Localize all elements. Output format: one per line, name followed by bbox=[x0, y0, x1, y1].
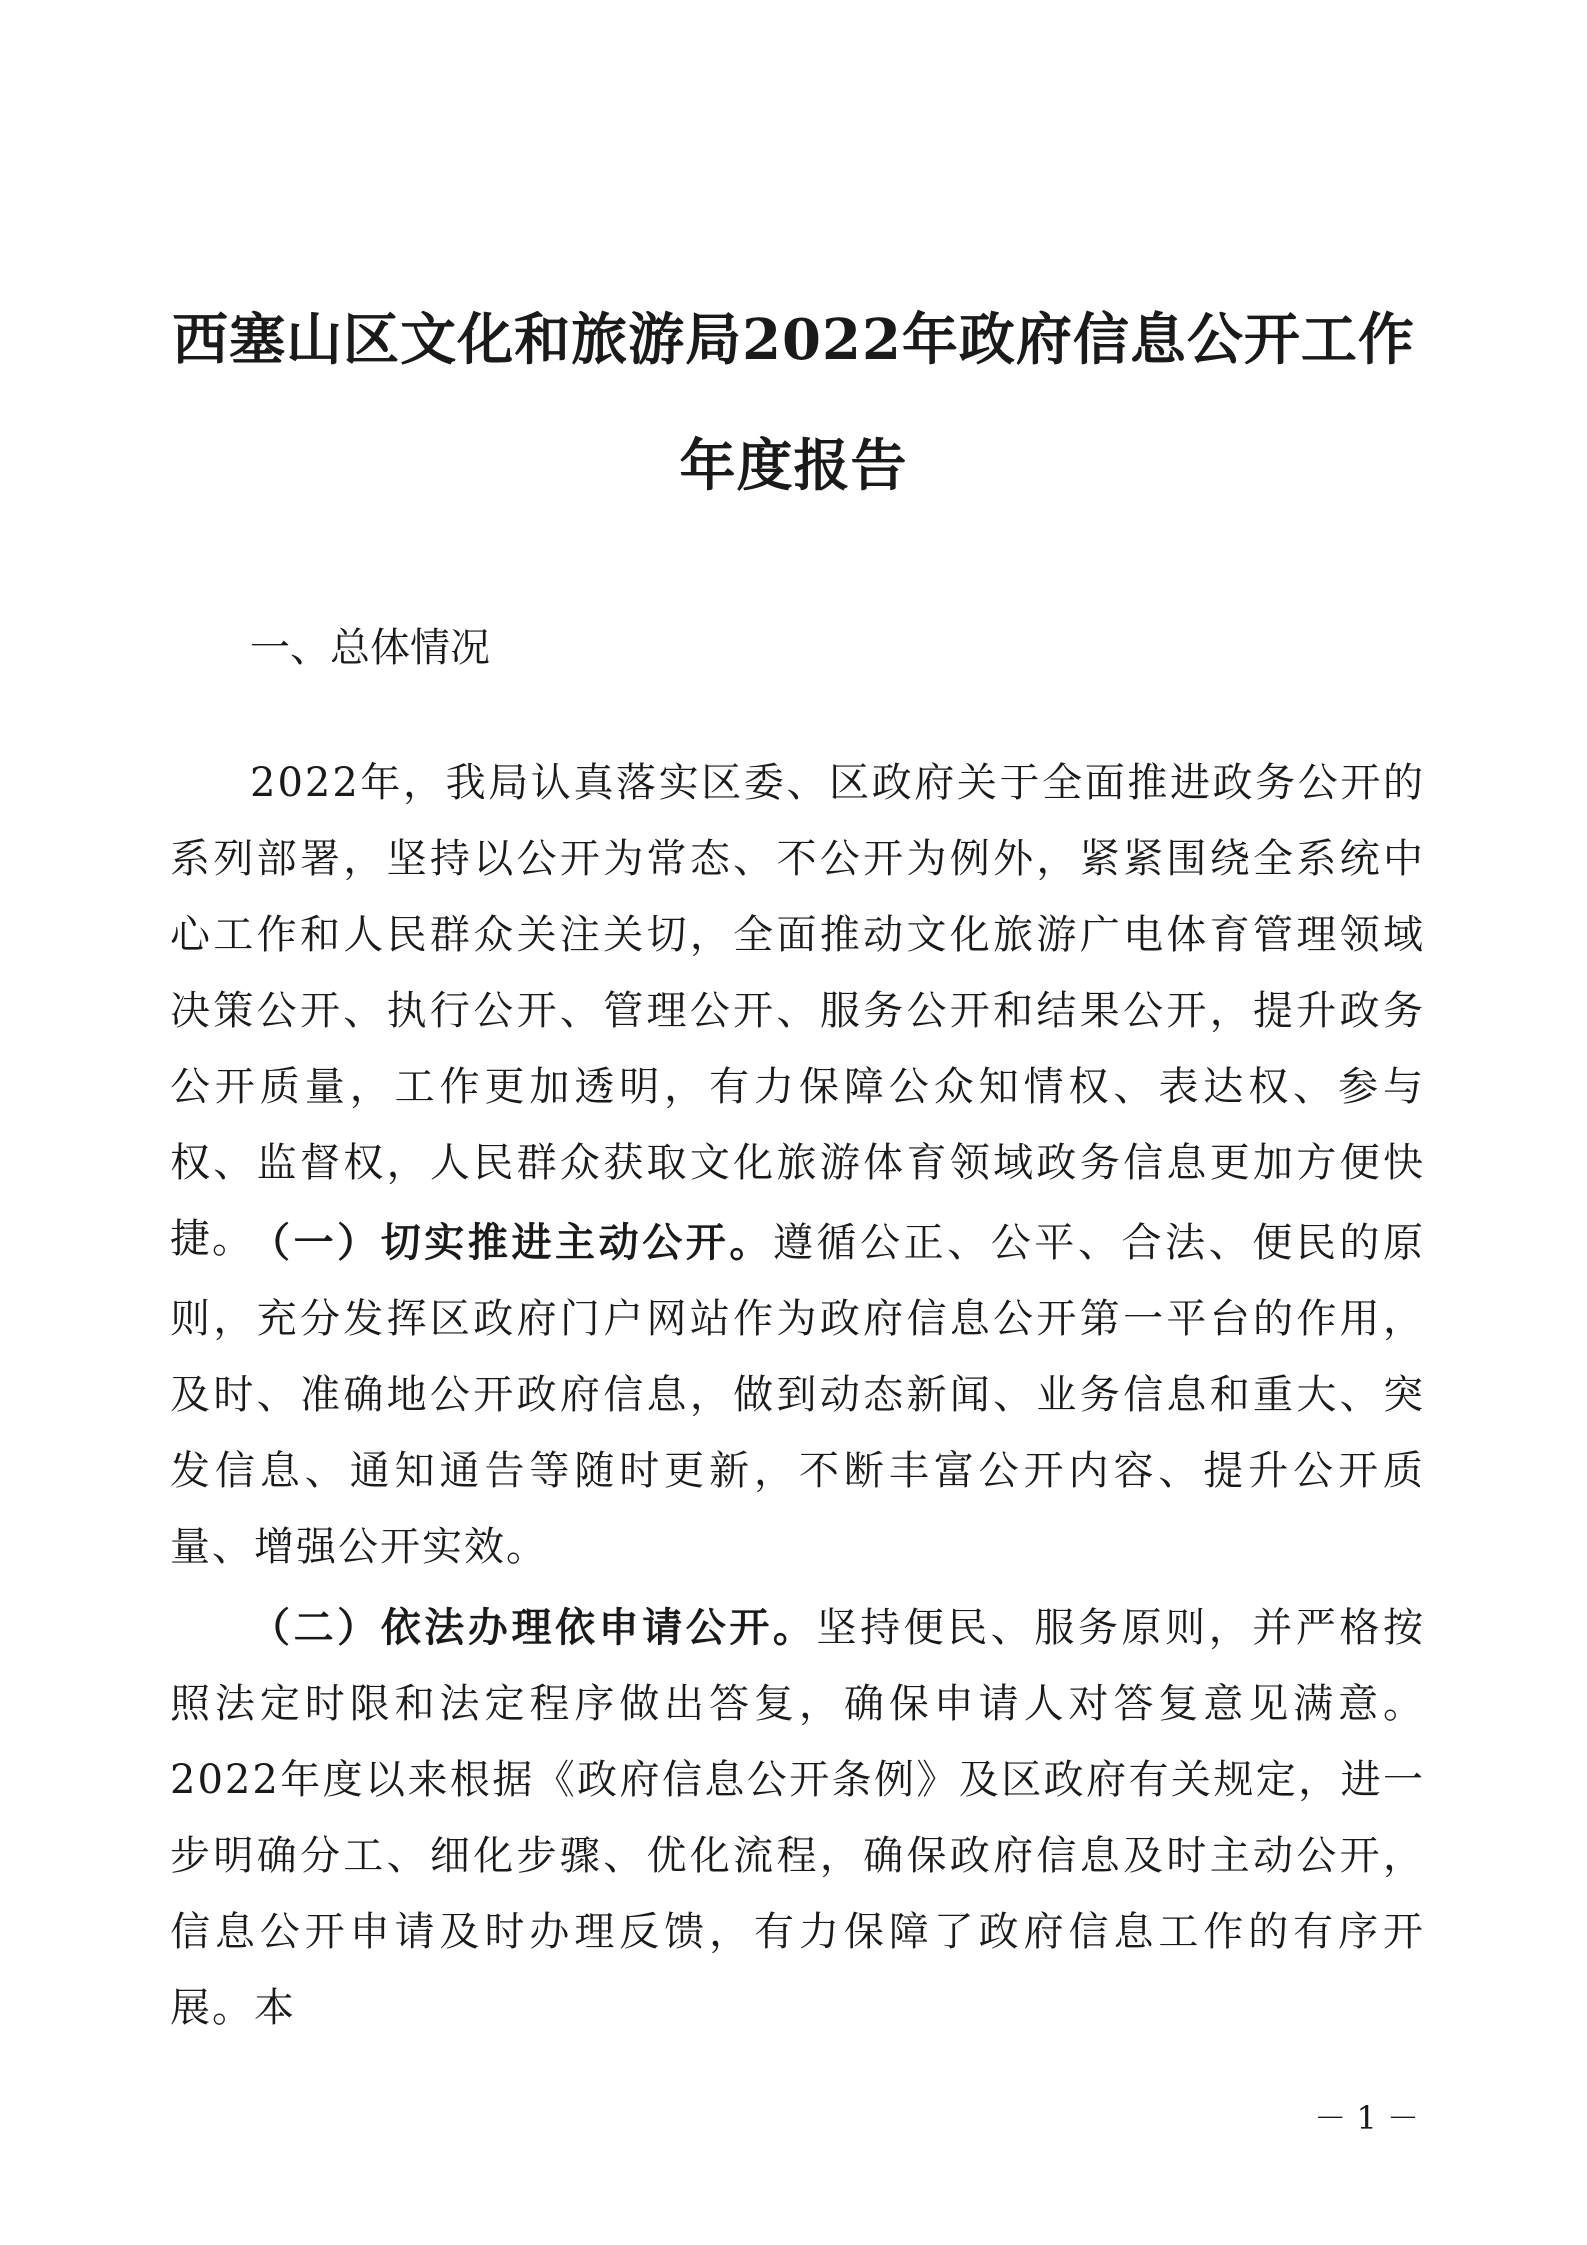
paragraph-application-disclosure bbox=[170, 1590, 1425, 2046]
document-title-line-2: 年度报告 bbox=[679, 433, 908, 499]
paragraph-overview: 2022年，我局认真落实区委、区政府关于全面推进政务公开的系列部署，坚持以公开为常态、不公开为例外，紧紧围绕全系统中心工作和人民群众关注关切，全面推动文化旅游广电体育管理领域决策公开、执行公开、管理公开、服务公开和结果公开，提升政务公开质量，工作更加透明，有力保障公众知情权、表达权、参与权、监督权，人民群众获取文化旅游体育领域政务信息更加方便快捷。 bbox=[170, 760, 1425, 1262]
paragraph-body-active-disclosure: 遵循公正、公平、合法、便民的原则，充分发挥区政府门户网站作为政府信息公开第一平台的作用，及时、准确地公开政府信息，做到动态新闻、业务信息和重大、突发信息、通知通告等随时更新，不断丰富公开内容、提升公开质量、增强公开实效。 bbox=[170, 1220, 1426, 1570]
page-number: － 1 － bbox=[1314, 2099, 1419, 2137]
section-heading-overview: 一、总体情况 bbox=[250, 625, 490, 671]
document-title-line-1: 西塞山区文化和旅游局2022年政府信息公开工作 bbox=[172, 307, 1415, 373]
paragraph-lead-active-disclosure: （一）切实推进主动公开。 bbox=[250, 1220, 773, 1266]
paragraph-lead-application-disclosure: （二）依法办理依申请公开。 bbox=[250, 1605, 817, 1651]
paragraph-body-application-disclosure: 坚持便民、服务原则，并严格按照法定时限和法定程序做出答复，确保申请人对答复意见满意。2022年度以来根据《政府信息公开条例》及区政府有关规定，进一步明确分工、细化步骤、优化流程，确保政府信息及时主动公开，信息公开申请及时办理反馈，有力保障了政府信息工作的有序开展。本 bbox=[170, 1605, 1425, 2031]
paragraph-active-disclosure bbox=[170, 1205, 1425, 1585]
